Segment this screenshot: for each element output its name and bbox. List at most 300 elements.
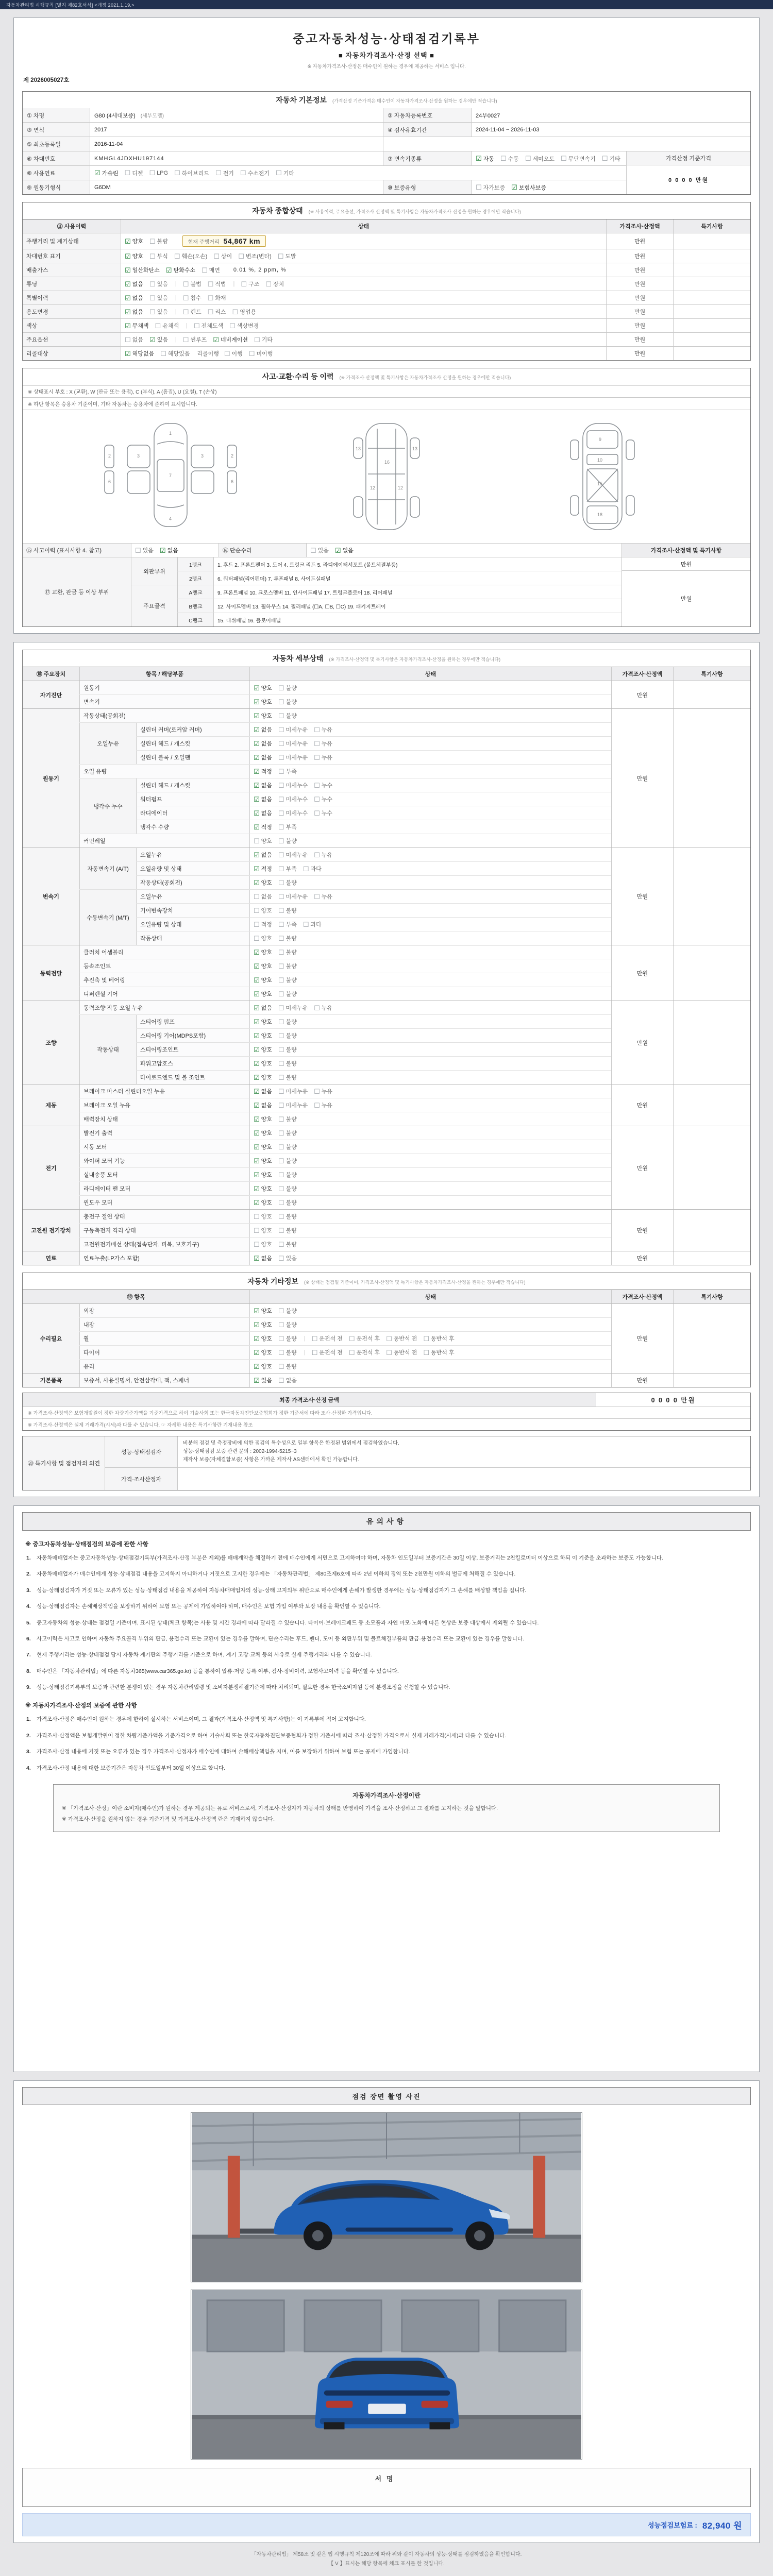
checkbox-glyph: ☐: [277, 252, 284, 260]
device-group: [23, 1126, 750, 1209]
note-cell: [673, 1084, 750, 1126]
checked-checkbox[interactable]: [254, 1184, 272, 1193]
unchecked-checkbox[interactable]: [125, 169, 143, 177]
state-cell: [121, 233, 606, 249]
unchecked-checkbox[interactable]: [254, 934, 272, 942]
checks-divider: |: [175, 295, 177, 301]
unchecked-checkbox[interactable]: [278, 878, 297, 887]
unchecked-checkbox[interactable]: [194, 321, 223, 330]
checkbox-label: 운전석 후: [356, 1350, 380, 1356]
unchecked-checkbox[interactable]: [278, 809, 308, 817]
unchecked-checkbox[interactable]: [278, 1004, 308, 1012]
unchecked-checkbox[interactable]: [278, 1212, 297, 1221]
checked-checkbox[interactable]: [254, 795, 272, 803]
unchecked-checkbox[interactable]: [278, 990, 297, 998]
item-label: 연료누출(LP가스 포함): [79, 1251, 249, 1265]
checked-checkbox[interactable]: [254, 1157, 272, 1165]
device-rows: [79, 1251, 611, 1265]
checkbox-glyph: ☐: [278, 1059, 284, 1067]
checkbox-label: 불량: [285, 1019, 297, 1025]
checked-checkbox[interactable]: [335, 546, 354, 554]
checked-checkbox[interactable]: [254, 711, 272, 720]
unchecked-checkbox[interactable]: [278, 795, 308, 803]
checked-checkbox[interactable]: [254, 1362, 272, 1370]
checked-checkbox[interactable]: [254, 1254, 272, 1262]
inspection-fee-value: 82,940 원: [702, 2521, 742, 2531]
unchecked-checkbox[interactable]: [386, 1348, 417, 1357]
unchecked-checkbox[interactable]: [314, 1101, 332, 1109]
unchecked-checkbox[interactable]: [349, 1348, 380, 1357]
item-label: 타이로드엔드 및 볼 조인트: [136, 1071, 249, 1084]
checked-checkbox[interactable]: [254, 698, 272, 706]
checked-checkbox[interactable]: [94, 169, 119, 177]
unchecked-checkbox[interactable]: [278, 1115, 297, 1123]
unchecked-checkbox[interactable]: [278, 252, 296, 260]
unchecked-checkbox[interactable]: [174, 252, 208, 260]
checkbox-glyph: ☐: [201, 266, 208, 274]
unchecked-checkbox[interactable]: [249, 349, 273, 358]
device-label: 연료: [23, 1251, 79, 1265]
state-cell: [249, 931, 611, 945]
checkbox-glyph: ☐: [561, 155, 567, 162]
checked-checkbox[interactable]: [254, 1073, 272, 1081]
checked-checkbox[interactable]: [254, 1143, 272, 1151]
checked-checkbox[interactable]: [125, 321, 149, 330]
item-label: 배력장치 상태: [79, 1112, 249, 1126]
unchecked-checkbox[interactable]: [254, 1212, 272, 1221]
checked-checkbox[interactable]: [511, 183, 546, 192]
checkbox-glyph: ☐: [182, 308, 189, 316]
inspection-period-label: ④ 검사유효기간: [383, 123, 471, 137]
price-cell: 만원: [606, 347, 673, 360]
unchecked-checkbox[interactable]: [278, 1307, 297, 1315]
device-label: 동력전달: [23, 945, 79, 1001]
section-detail-note: (※ 가격조사·산정액 및 특기사항은 자동차가격조사·산정을 원하는 경우에만 적습니다): [329, 657, 501, 662]
unchecked-checkbox[interactable]: [314, 781, 332, 789]
unchecked-checkbox[interactable]: [303, 920, 322, 928]
opinion-line-1: 비분해 점검 및 측정장비에 의한 점검의 특수성으로 일부 항목은 한정된 범위에서 점검하였습니다.: [183, 1440, 399, 1446]
item-label: 변속기: [79, 695, 249, 708]
unchecked-checkbox[interactable]: [278, 851, 308, 859]
checkbox-glyph: ☐: [314, 739, 320, 748]
notice-item: [26, 1764, 737, 1773]
unchecked-checkbox[interactable]: [278, 739, 308, 748]
checkbox-label: 동반석 후: [431, 1350, 455, 1356]
checked-checkbox[interactable]: [254, 1171, 272, 1179]
unchecked-checkbox[interactable]: [125, 335, 143, 344]
state-cell: [249, 1304, 611, 1317]
unchecked-checkbox[interactable]: [278, 1226, 297, 1234]
checked-checkbox[interactable]: [254, 1348, 272, 1357]
checked-checkbox[interactable]: [254, 1307, 272, 1315]
checked-checkbox[interactable]: [125, 237, 143, 245]
checked-checkbox[interactable]: [166, 266, 195, 274]
checked-checkbox[interactable]: [125, 280, 143, 288]
item-label: 시동 모터: [79, 1140, 249, 1154]
unchecked-checkbox[interactable]: [278, 920, 297, 928]
unchecked-checkbox[interactable]: [240, 169, 270, 177]
table-row: [136, 848, 611, 861]
unchecked-checkbox[interactable]: [183, 308, 201, 316]
checked-checkbox[interactable]: [125, 266, 160, 274]
table-row: [136, 820, 611, 834]
checked-checkbox[interactable]: [254, 976, 272, 984]
checks-divider: |: [304, 1335, 306, 1342]
checkbox-label: 누수: [321, 783, 333, 789]
price-cell: 만원: [606, 277, 673, 291]
unchecked-checkbox[interactable]: [149, 170, 168, 176]
checkbox-label: 있음: [157, 281, 168, 287]
unchecked-checkbox[interactable]: [278, 948, 297, 956]
notice-item-text: 중고자동차의 성능·상태는 점검일 기준이며, 표시된 상태(체크 항목)는 사용 및 시간 경과에 따라 달라질 수 있습니다. 타이어·브레이크패드 등 소모품과 자연 마모·노화에 따른 현상은 보증 대상에서 제외될 수 있습니다.: [37, 1619, 539, 1626]
checkbox-glyph: ☐: [278, 892, 284, 901]
checked-checkbox[interactable]: [254, 1320, 272, 1329]
inspection-period-value: 2024-11-04 ~ 2026-11-03: [472, 123, 750, 137]
checked-checkbox[interactable]: [254, 962, 272, 970]
checked-checkbox[interactable]: [254, 767, 272, 775]
checkbox-glyph: ☑: [254, 684, 260, 692]
checked-checkbox[interactable]: [254, 684, 272, 692]
table-row: [136, 1056, 611, 1070]
table-row: [79, 1126, 611, 1140]
unchecked-checkbox[interactable]: [278, 1101, 308, 1109]
checked-checkbox[interactable]: [254, 725, 272, 734]
unchecked-checkbox[interactable]: [149, 294, 168, 302]
checked-checkbox[interactable]: [254, 739, 272, 748]
section-detail: [22, 650, 751, 667]
table-row: [79, 694, 611, 708]
checkbox-glyph: ☐: [160, 349, 166, 358]
checked-checkbox[interactable]: [125, 294, 143, 302]
unchecked-checkbox[interactable]: [278, 781, 308, 789]
unchecked-checkbox[interactable]: [238, 252, 272, 260]
unchecked-checkbox[interactable]: [423, 1334, 454, 1343]
unchecked-checkbox[interactable]: [278, 1059, 297, 1067]
table-row: [136, 723, 611, 736]
unchecked-checkbox[interactable]: [208, 280, 226, 288]
unchecked-checkbox[interactable]: [149, 280, 168, 288]
unchecked-checkbox[interactable]: [278, 962, 297, 970]
checkbox-label: 적법: [215, 281, 226, 287]
state-cell: [249, 1318, 611, 1331]
unchecked-checkbox[interactable]: [312, 1348, 343, 1357]
checked-checkbox[interactable]: [254, 1115, 272, 1123]
checkbox-label: 과다: [310, 922, 322, 928]
table-row: [23, 346, 750, 360]
unchecked-checkbox[interactable]: [229, 321, 259, 330]
unchecked-checkbox[interactable]: [278, 711, 297, 720]
checked-checkbox[interactable]: [254, 1129, 272, 1137]
unchecked-checkbox[interactable]: [278, 865, 297, 873]
checked-checkbox[interactable]: [149, 335, 168, 344]
table-row: [79, 834, 611, 848]
checked-checkbox[interactable]: [254, 1087, 272, 1095]
checked-checkbox[interactable]: [160, 546, 178, 554]
unchecked-checkbox[interactable]: [278, 1171, 297, 1179]
unchecked-checkbox[interactable]: [215, 169, 234, 177]
unchecked-checkbox[interactable]: [386, 1334, 417, 1343]
notice-item-text: 자동차매매업자는 중고자동차성능·상태점검기록부(가격조사·산정 부분은 제외)를 매매계약을 체결하기 전에 매수인에게 서면으로 고지하여야 하며, 자동차 인도일부터 보증기간은 30일 이상, 보증거리는 2천킬로미터 이상으로 하되 이 기준을 초과하는 보증도 가능합니다.: [37, 1555, 663, 1561]
state-cell: [249, 1112, 611, 1126]
checked-checkbox[interactable]: [254, 1101, 272, 1109]
unchecked-checkbox[interactable]: [278, 1129, 297, 1137]
checkbox-label: 썬루프: [190, 337, 207, 343]
unchecked-checkbox[interactable]: [201, 266, 220, 274]
checkbox-label: 양호: [261, 1228, 272, 1234]
unchecked-checkbox[interactable]: [278, 698, 297, 706]
unchecked-checkbox[interactable]: [314, 851, 332, 859]
unchecked-checkbox[interactable]: [149, 308, 168, 316]
unchecked-checkbox[interactable]: [314, 753, 332, 761]
unchecked-checkbox[interactable]: [561, 155, 596, 163]
checkbox-glyph: ☐: [182, 280, 189, 288]
checkbox-glyph: ☑: [254, 1018, 260, 1026]
unchecked-checkbox[interactable]: [278, 753, 308, 761]
checkbox-glyph: ☐: [278, 948, 284, 956]
unchecked-checkbox[interactable]: [278, 1045, 297, 1054]
unchecked-checkbox[interactable]: [476, 183, 505, 192]
checked-checkbox[interactable]: [254, 823, 272, 831]
unchecked-checkbox[interactable]: [208, 308, 226, 316]
unchecked-checkbox[interactable]: [254, 1240, 272, 1248]
checked-checkbox[interactable]: [254, 851, 272, 859]
unchecked-checkbox[interactable]: [278, 823, 297, 831]
svg-text:13: 13: [356, 446, 361, 451]
sub-rows: [136, 848, 611, 889]
checkbox-glyph: ☐: [254, 934, 260, 942]
checkbox-glyph: ☐: [254, 837, 260, 845]
car-name-value: [90, 108, 383, 122]
unchecked-checkbox[interactable]: [254, 892, 272, 901]
notice-item-text: 성능·상태점검자는 손해배상책임을 보장하기 위하여 보험 또는 공제에 가입하여야 하며, 매수인은 보험 가입 여부와 보장 내용을 확인할 수 있습니다.: [37, 1603, 381, 1610]
unchecked-checkbox[interactable]: [232, 308, 257, 316]
unchecked-checkbox[interactable]: [183, 294, 201, 302]
state-cell: [249, 1360, 611, 1373]
exchange-ranks: [131, 557, 621, 626]
checkbox-label: 누유: [321, 741, 333, 747]
checked-checkbox[interactable]: [254, 1045, 272, 1054]
price-assessor-label: 가격·조사산정자: [105, 1468, 177, 1490]
unchecked-checkbox[interactable]: [278, 1073, 297, 1081]
device-rows: [79, 1084, 611, 1126]
checked-checkbox[interactable]: [476, 155, 494, 163]
checked-checkbox[interactable]: [254, 878, 272, 887]
etc-col-item: ⑲ 항목: [23, 1290, 249, 1303]
unchecked-checkbox[interactable]: [314, 809, 332, 817]
unchecked-checkbox[interactable]: [423, 1348, 454, 1357]
unchecked-checkbox[interactable]: [208, 294, 226, 302]
checked-checkbox[interactable]: [125, 349, 154, 358]
checkbox-label: 동반석 전: [393, 1336, 417, 1342]
checkbox-label: LPG: [157, 170, 169, 176]
checked-checkbox[interactable]: [254, 990, 272, 998]
checkbox-label: 누유: [321, 755, 333, 761]
checkbox-glyph: ☐: [248, 349, 255, 358]
unchecked-checkbox[interactable]: [278, 1018, 297, 1026]
unchecked-checkbox[interactable]: [254, 1226, 272, 1234]
checked-checkbox[interactable]: [254, 809, 272, 817]
unchecked-checkbox[interactable]: [314, 725, 332, 734]
unchecked-checkbox[interactable]: [278, 934, 297, 942]
unchecked-checkbox[interactable]: [314, 795, 332, 803]
unchecked-checkbox[interactable]: [149, 252, 168, 260]
checkbox-label: 유채색: [162, 323, 179, 329]
checkbox-glyph: ☐: [135, 546, 141, 554]
item-label: 보증서, 사용설명서, 안전삼각대, 잭, 스패너: [79, 1374, 249, 1387]
unchecked-checkbox[interactable]: [135, 546, 154, 554]
checkbox-glyph: ☐: [213, 252, 220, 260]
unchecked-checkbox[interactable]: [278, 1157, 297, 1165]
checked-checkbox[interactable]: [254, 1018, 272, 1026]
table-row: [79, 1304, 611, 1317]
unchecked-checkbox[interactable]: [602, 155, 620, 163]
unchecked-checkbox[interactable]: [303, 865, 322, 873]
checked-checkbox[interactable]: [254, 1004, 272, 1012]
checked-checkbox[interactable]: [254, 865, 272, 873]
accident-history-table: [22, 385, 751, 627]
checkbox-glyph: ☑: [213, 335, 219, 344]
checkbox-glyph: ☑: [254, 1362, 260, 1370]
checkbox-label: 해당있음: [167, 351, 190, 357]
detail-col-device: ⑱ 주요장치: [23, 667, 79, 681]
unchecked-checkbox[interactable]: [276, 169, 294, 177]
unchecked-checkbox[interactable]: [155, 321, 179, 330]
unchecked-checkbox[interactable]: [254, 335, 273, 344]
checkbox-glyph: ☐: [241, 280, 247, 288]
checkbox-glyph: ☐: [278, 962, 284, 970]
unchecked-checkbox[interactable]: [278, 1240, 297, 1248]
exchange-label: ⑰ 교환, 판금 등 이상 부위: [23, 557, 131, 626]
unchecked-checkbox[interactable]: [278, 1087, 308, 1095]
checkbox-label: 부족: [285, 866, 297, 872]
checkbox-glyph: ☐: [314, 725, 320, 734]
unchecked-checkbox[interactable]: [278, 1320, 297, 1329]
unchecked-checkbox[interactable]: [278, 1198, 297, 1207]
checkbox-label: 불량: [285, 1158, 297, 1164]
unchecked-checkbox[interactable]: [278, 1362, 297, 1370]
checked-checkbox[interactable]: [254, 1334, 272, 1343]
checked-checkbox[interactable]: [254, 1031, 272, 1040]
svg-text:3: 3: [201, 453, 204, 459]
document-footer: [0, 2550, 773, 2569]
unchecked-checkbox[interactable]: [278, 892, 308, 901]
unchecked-checkbox[interactable]: [149, 237, 168, 245]
unchecked-checkbox[interactable]: [349, 1334, 380, 1343]
unchecked-checkbox[interactable]: [278, 1143, 297, 1151]
unchecked-checkbox[interactable]: [278, 725, 308, 734]
checkbox-glyph: ☐: [276, 169, 282, 177]
checkbox-glyph: ☐: [278, 1157, 284, 1165]
checked-checkbox[interactable]: [254, 753, 272, 761]
table-row: [136, 792, 611, 806]
odometer-value: 54,867 km: [223, 237, 261, 245]
checkbox-glyph: ☑: [334, 546, 341, 554]
unchecked-checkbox[interactable]: [224, 349, 243, 358]
device-label: 조향: [23, 1001, 79, 1084]
checked-checkbox[interactable]: [254, 1376, 272, 1384]
unchecked-checkbox[interactable]: [213, 252, 232, 260]
unchecked-checkbox[interactable]: [160, 349, 190, 358]
checkbox-glyph: ☐: [207, 308, 214, 316]
unchecked-checkbox[interactable]: [314, 1004, 332, 1012]
unchecked-checkbox[interactable]: [525, 155, 554, 163]
exchange-price-cell: 만원: [622, 570, 750, 626]
checkbox-label: 불법: [190, 281, 201, 287]
checked-checkbox[interactable]: [125, 252, 143, 260]
checkbox-glyph: ☐: [278, 1073, 284, 1081]
unchecked-checkbox[interactable]: [314, 892, 332, 901]
unchecked-checkbox[interactable]: [314, 739, 332, 748]
unchecked-checkbox[interactable]: [278, 1254, 297, 1262]
unchecked-checkbox[interactable]: [278, 1376, 297, 1384]
checkbox-label: 양호: [261, 1322, 272, 1328]
checkbox-label: 불량: [285, 1172, 297, 1178]
unchecked-checkbox[interactable]: [241, 280, 259, 288]
row-label: 특별이력: [23, 291, 121, 304]
checkbox-label: 불량: [285, 1336, 297, 1342]
unchecked-checkbox[interactable]: [183, 280, 201, 288]
checkbox-label: 양호: [261, 1047, 272, 1053]
checked-checkbox[interactable]: [125, 308, 143, 316]
unchecked-checkbox[interactable]: [278, 906, 297, 914]
fuel-label: ⑧ 사용연료: [23, 166, 90, 180]
unchecked-checkbox[interactable]: [310, 546, 329, 554]
notice-item-number: 1.: [26, 1716, 31, 1723]
unchecked-checkbox[interactable]: [278, 767, 297, 775]
unchecked-checkbox[interactable]: [174, 169, 209, 177]
sub-rows: [136, 723, 611, 764]
unchecked-checkbox[interactable]: [254, 837, 272, 845]
checked-checkbox[interactable]: [254, 1059, 272, 1067]
checked-checkbox[interactable]: [254, 948, 272, 956]
unchecked-checkbox[interactable]: [278, 1184, 297, 1193]
unchecked-checkbox[interactable]: [314, 1087, 332, 1095]
sub-group: [79, 722, 611, 764]
row-label: 주행거리 및 계기상태: [23, 233, 121, 249]
checkbox-glyph: ☑: [165, 266, 172, 274]
checked-checkbox[interactable]: [254, 781, 272, 789]
notice-item: [26, 1731, 737, 1740]
unchecked-checkbox[interactable]: [278, 1348, 297, 1357]
checkbox-glyph: ☐: [278, 809, 284, 817]
checked-checkbox[interactable]: [254, 1198, 272, 1207]
checked-checkbox[interactable]: [213, 335, 248, 344]
unchecked-checkbox[interactable]: [312, 1334, 343, 1343]
state-cell: [249, 918, 611, 931]
state-cell: [249, 1043, 611, 1056]
unchecked-checkbox[interactable]: [265, 280, 284, 288]
checkbox-glyph: ☐: [182, 294, 189, 302]
unchecked-checkbox[interactable]: [278, 976, 297, 984]
table-row: [136, 917, 611, 931]
price-cell: 만원: [611, 681, 673, 708]
unchecked-checkbox[interactable]: [278, 1031, 297, 1040]
unchecked-checkbox[interactable]: [254, 920, 272, 928]
checkbox-label: 양호: [261, 1075, 272, 1081]
unchecked-checkbox[interactable]: [278, 837, 297, 845]
checkbox-glyph: ☐: [265, 280, 272, 288]
unchecked-checkbox[interactable]: [278, 684, 297, 692]
svg-text:12: 12: [398, 485, 404, 490]
unchecked-checkbox[interactable]: [183, 335, 207, 344]
unchecked-checkbox[interactable]: [254, 906, 272, 914]
item-label: 외장: [79, 1304, 249, 1317]
checkbox-glyph: ☐: [207, 294, 214, 302]
checkbox-label: 양호: [261, 1033, 272, 1039]
unchecked-checkbox[interactable]: [278, 1334, 297, 1343]
overall-col-state: 상태: [121, 219, 606, 233]
unchecked-checkbox[interactable]: [500, 155, 519, 163]
